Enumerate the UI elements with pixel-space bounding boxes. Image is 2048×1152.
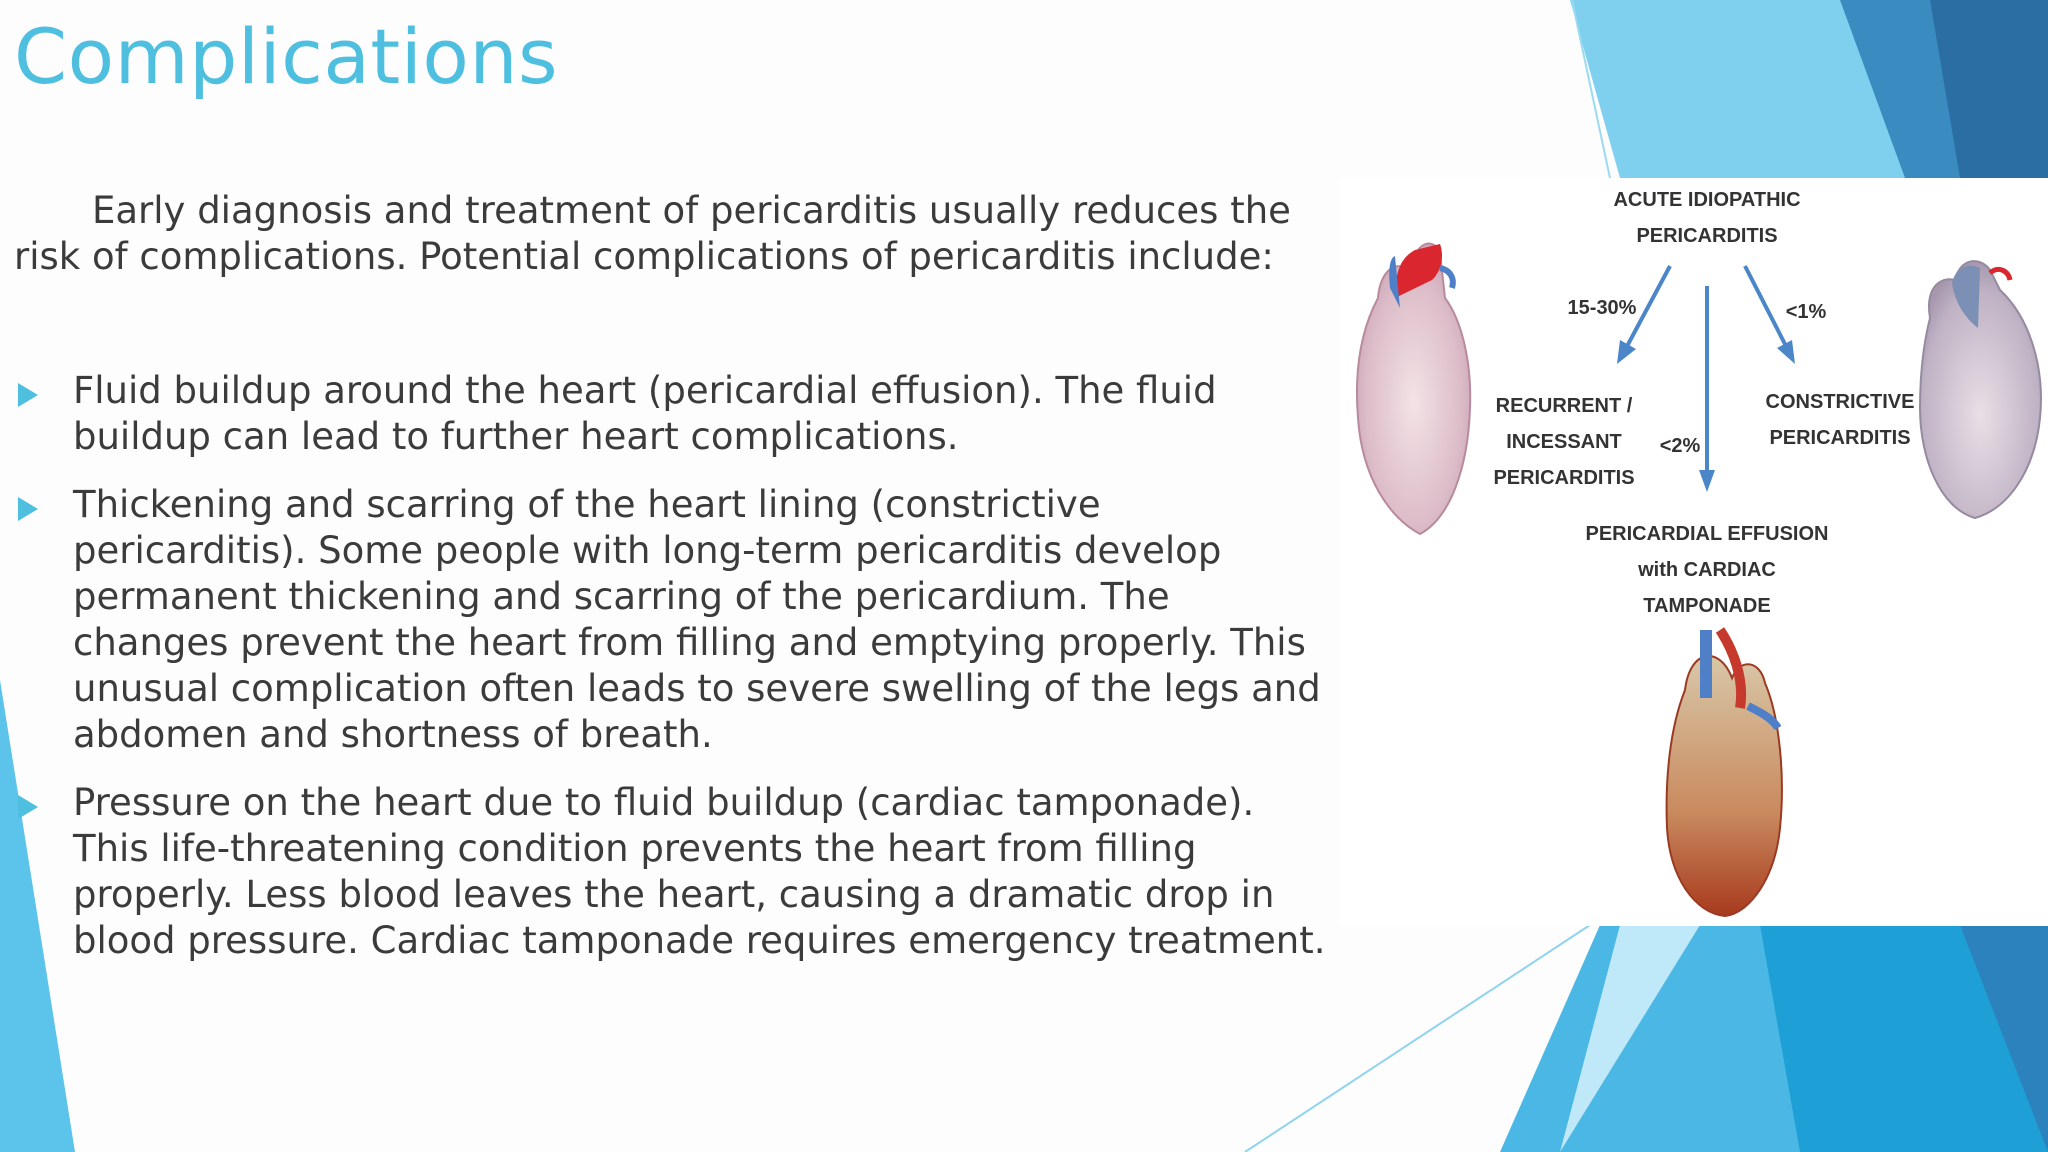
- bullet-triangle-icon: [18, 383, 38, 407]
- complications-list: [14, 368, 1334, 986]
- list-item: [14, 368, 1334, 460]
- node-recurrent-line1: RECURRENT /: [1495, 395, 1633, 417]
- node-effusion-line1: PERICARDIAL EFFUSION: [1585, 523, 1829, 545]
- left-heart-illustration: [1357, 243, 1470, 534]
- intro-paragraph: Early diagnosis and treatment of pericarditis usually reduces the risk of complications. Potential complications of pericarditis include:: [14, 189, 1291, 278]
- diagram-arrows: [1617, 266, 1795, 492]
- node-effusion-line2: with CARDIAC: [1638, 559, 1776, 581]
- node-constrictive-line2: PERICARDITIS: [1769, 427, 1911, 449]
- pct-left: 15-30%: [1567, 297, 1637, 319]
- list-item: [14, 780, 1334, 964]
- node-constrictive-line1: CONSTRICTIVE: [1765, 391, 1915, 413]
- node-recurrent-line2: INCESSANT: [1506, 431, 1622, 453]
- node-acute-line2: PERICARDITIS: [1636, 225, 1778, 247]
- bullet-text: Thickening and scarring of the heart lining (constrictive pericarditis). Some people with long-term pericarditis develop permanent thickening and scarring of the pericardium. The changes prevent the heart from filling and emptying properly. This unusual complication often leads to severe swelling of the legs and abdomen and shortness of breath.: [73, 483, 1321, 756]
- pericarditis-diagram: [1340, 178, 2048, 926]
- bullet-triangle-icon: [18, 795, 38, 819]
- node-effusion-line3: TAMPONADE: [1643, 595, 1771, 617]
- bottom-heart-illustration: [1667, 630, 1782, 916]
- list-item: [14, 482, 1334, 758]
- right-heart-illustration: [1920, 261, 2041, 518]
- bullet-triangle-icon: [18, 497, 38, 521]
- pct-middle: <2%: [1659, 435, 1701, 457]
- diagram-canvas: [1340, 178, 2048, 926]
- bullet-text: Fluid buildup around the heart (pericardial effusion). The fluid buildup can lead to further heart complications.: [73, 369, 1217, 458]
- slide-title: Complications: [14, 12, 559, 101]
- bullet-text: Pressure on the heart due to fluid buildup (cardiac tamponade). This life-threatening condition prevents the heart from filling properly. Less blood leaves the heart, causing a dramatic drop in blood pressure. Cardiac tamponade requires emergency treatment.: [73, 781, 1326, 962]
- node-recurrent-line3: PERICARDITIS: [1493, 467, 1635, 489]
- node-acute-line1: ACUTE IDIOPATHIC: [1613, 189, 1801, 211]
- pct-right: <1%: [1785, 301, 1827, 323]
